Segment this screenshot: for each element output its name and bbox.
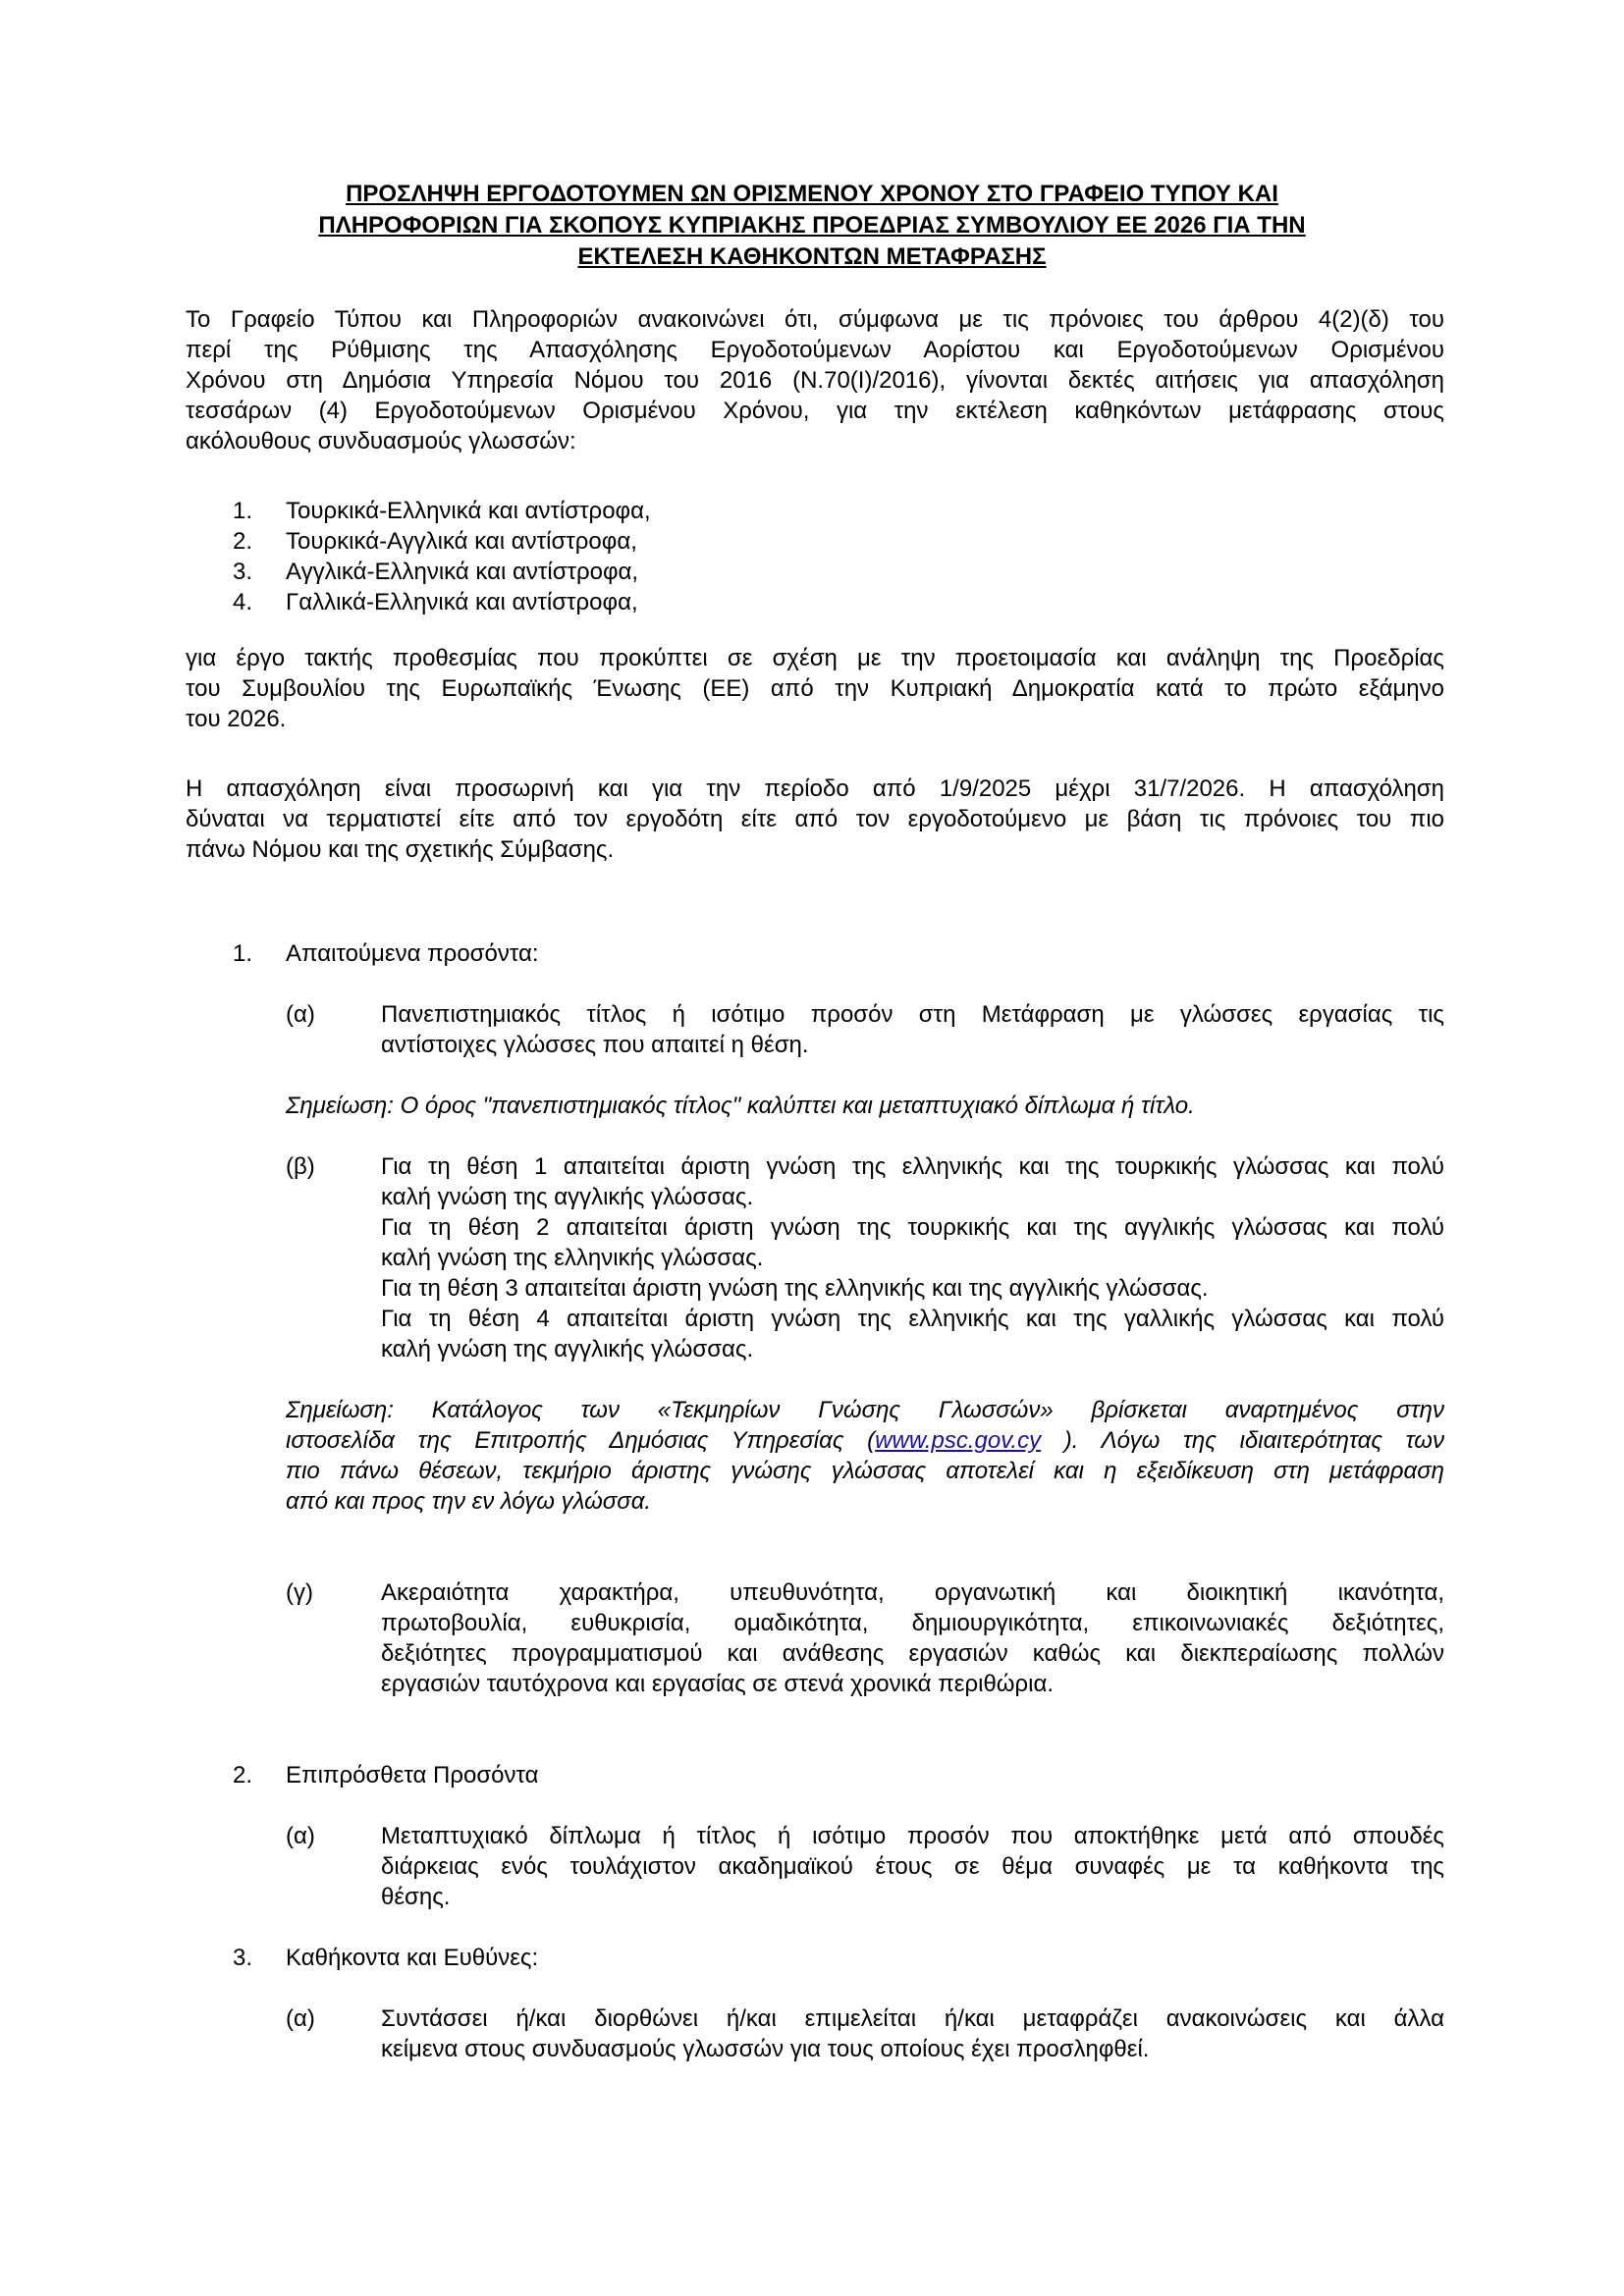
page-title (226, 179, 1398, 273)
intro-line: περί της Ρύθμισης της Απασχόλησης Εργοδοτούμενων Αορίστου και Εργοδοτούμενων Ορισμένου (186, 337, 1444, 363)
section-1-heading: 1. Απαιτούμενα προσόντα: (233, 940, 539, 967)
title-line-1: ΠΡΟΣΛΗΨΗ ΕΡΓΟΔΟΤΟΥΜΕΝ ΩΝ ΟΡΙΣΜΕΝΟΥ ΧΡΟΝΟΥ ΣΤΟ ΓΡΑΦΕΙΟ ΤΥΠΟΥ ΚΑΙ (346, 181, 1278, 207)
section-1-item-b: (β) Για τη θέση 1 απαιτείται άριστη γνώση της ελληνικής και της τουρκικής γλώσσας και πολύ καλή γνώση της αγγλικής γλώσσας. Για τη θέση 2 απαιτείται άριστη γνώση της τουρκικής και της αγγλικής γλώσσας και πολύ καλή γνώση της ελληνικής γλώσσας. Για τη θέση 3 απαιτείται άριστη γνώση της ελληνικής και της αγγλικής γλώσσας. Για τη θέση 4 απαιτείται άριστη γνώση της ελληνικής και της γαλλικής γλώσσας και πολύ καλή γνώση της αγγλικής γλώσσας. (286, 1153, 1444, 1362)
language-list (233, 496, 651, 617)
employment-line: Η απασχόληση είναι προσωρινή και για την περίοδο από 1/9/2025 μέχρι 31/7/2026. Η απασχόληση (186, 775, 1444, 802)
employment-line: δύναται να τερματιστεί είτε από τον εργοδότη είτε από τον εργοδοτούμενο με βάση τις πρόνοιες του πιο (186, 806, 1444, 832)
list-item: 1. Τουρκικά-Ελληνικά και αντίστροφα, (233, 498, 651, 524)
purpose-line: του 2026. (186, 706, 287, 732)
list-item: 3. Αγγλικά-Ελληνικά και αντίστροφα, (233, 559, 639, 585)
section-1-item-a: (α) Πανεπιστημιακός τίτλος ή ισότιμο προσόν στη Μετάφραση με γλώσσες εργασίας τις αντίστοιχες γλώσσες που απαιτεί η θέση. (286, 1001, 1444, 1058)
psc-website-link[interactable]: www.psc.gov.cy (875, 1427, 1042, 1454)
purpose-paragraph (186, 643, 1444, 734)
intro-paragraph (186, 304, 1444, 456)
section-2-item-a: (α) Μεταπτυχιακό δίπλωμα ή τίτλος ή ισότιμο προσόν που αποκτήθηκε μετά από σπουδές διάρκειας ενός τουλάχιστον ακαδημαϊκού έτους σε θέμα συναφές με τα καθήκοντα της θέσης. (286, 1823, 1444, 1910)
title-line-2: ΠΛΗΡΟΦΟΡΙΩΝ ΓΙΑ ΣΚΟΠΟΥΣ ΚΥΠΡΙΑΚΗΣ ΠΡΟΕΔΡΙΑΣ ΣΥΜΒΟΥΛΙΟΥ ΕΕ 2026 ΓΙΑ ΤΗΝ (318, 212, 1306, 239)
intro-line: ακόλουθους συνδυασμούς γλωσσών: (186, 428, 576, 454)
list-item: 4. Γαλλικά-Ελληνικά και αντίστροφα, (233, 589, 638, 615)
note-language-certificates: Σημείωση: Κατάλογος των «Τεκμηρίων Γνώσης Γλωσσών» βρίσκεται αναρτημένος στην ιστοσελίδα της Επιτροπής Δημόσιας Υπηρεσίας (www.psc.gov.cy ). Λόγω της ιδιαιτερότητας των πιο πάνω θέσεων, τεκμήριο άριστης γνώσης γλώσσας αποτελεί και η εξειδίκευση στη μετάφραση από και προς την εν λόγω γλώσσα. (286, 1397, 1444, 1515)
intro-line: Χρόνου στη Δημόσια Υπηρεσία Νόμου του 2016 (Ν.70(Ι)/2016), γίνονται δεκτές αιτήσεις για απασχόληση (186, 367, 1444, 394)
section-2-heading: 2. Επιπρόσθετα Προσόντα (233, 1762, 539, 1789)
purpose-line: για έργο τακτής προθεσμίας που προκύπτει σε σχέση με την προετοιμασία και ανάληψη της Προεδρίας (186, 645, 1444, 671)
title-line-3: ΕΚΤΕΛΕΣΗ ΚΑΘΗΚΟΝΤΩΝ ΜΕΤΑΦΡΑΣΗΣ (577, 243, 1047, 270)
list-item: 2. Τουρκικά-Αγγλικά και αντίστροφα, (233, 528, 637, 555)
intro-line: Το Γραφείο Τύπου και Πληροφοριών ανακοινώνει ότι, σύμφωνα με τις πρόνοιες του άρθρου 4(2)(δ) του (186, 306, 1444, 333)
employment-line: πάνω Νόμου και της σχετικής Σύμβασης. (186, 836, 615, 863)
section-3-item-a: (α) Συντάσσει ή/και διορθώνει ή/και επιμελείται ή/και μεταφράζει ανακοινώσεις και άλλα κείμενα στους συνδυασμούς γλωσσών για τους οποίους έχει προσληφθεί. (286, 2005, 1444, 2062)
intro-line: τεσσάρων (4) Εργοδοτούμενων Ορισμένου Χρόνου, για την εκτέλεση καθηκόντων μετάφρασης στους (186, 398, 1444, 424)
section-3-heading: 3. Καθήκοντα και Ευθύνες: (233, 1945, 539, 1971)
purpose-line: του Συμβουλίου της Ευρωπαϊκής Ένωσης (ΕΕ) από την Κυπριακή Δημοκρατία κατά το πρώτο εξάμηνο (186, 675, 1444, 702)
note-university-title: Σημείωση: Ο όρος "πανεπιστημιακός τίτλος" καλύπτει και μεταπτυχιακό δίπλωμα ή τίτλο. (286, 1093, 1195, 1119)
section-1-item-c: (γ) Ακεραιότητα χαρακτήρα, υπευθυνότητα, οργανωτική και διοικητική ικανότητα, πρωτοβουλία, ευθυκρισία, ομαδικότητα, δημιουργικότητα, επικοινωνιακές δεξιότητες, δεξιότητες προγραμματισμού και ανάθεσης εργασιών καθώς και διεκπεραίωσης πολλών εργασιών ταυτόχρονα και εργασίας σε στενά χρονικά περιθώρια. (286, 1579, 1444, 1697)
employment-paragraph (186, 774, 1444, 865)
